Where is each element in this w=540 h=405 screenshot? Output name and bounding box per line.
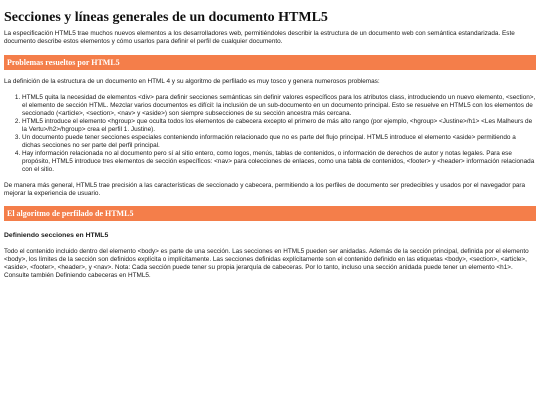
- section-heading-problems: Problemas resueltos por HTML5: [4, 55, 536, 70]
- list-item: 3. Un documento puede tener secciones especiales conteniendo información relacionado que no es parte del flujo principal. HTML5 introduce el elemento <aside> permitiendo a dichas secciones no ser parte del perfil principal.: [22, 134, 536, 150]
- page-title: Secciones y líneas generales de un documento HTML5: [4, 10, 328, 25]
- list-item: 2. HTML5 introduce el elemento <hgroup> que oculta todos los elementos de cabecera excepto el primero de más alto rango (por ejemplo, <hgroup> <Justine>/h1> <Les Malheurs de la Vertu>/h2>/hgroup> crea el perfil 1. Justine).: [22, 118, 536, 134]
- list-item: 1. HTML5 quita la necesidad de elementos <div> para definir secciones semánticas sin definir valores específicos para los atributos class, introduciendo un nuevo elemento, <section>, el elemento de sección HTML. Mezclar varios documentos es difícil: la inclusión de un sub-documento en un documento principal. Esto se resuelve en HTML5 con los elementos de seccionado (<article>, <section>, <nav> y <aside>) son siempre subsecciones de su sección ancestra más cercana.: [22, 94, 536, 118]
- subheading-defining-sections: Definiendo secciones en HTML5: [4, 232, 109, 239]
- intro-paragraph: La especificación HTML5 trae muchos nuevos elementos a los desarrolladores web, permitiéndoles describir la estructura de un documento web con semántica estandarizada. Este documento describe estos elementos y cómo usarlos para definir el perfil de cualquier documento.: [4, 30, 515, 45]
- problems-list: [4, 94, 536, 174]
- problems-lead-paragraph: La definición de la estructura de un documento en HTML 4 y su algoritmo de perfilado es muy tosco y genera numerosos problemas:: [4, 78, 380, 85]
- problems-closing-paragraph: De manera más general, HTML5 trae precisión a las características de seccionado y cabecera, permitiendo a los perfiles de documento ser predecibles y usados por el navegador para mejorar la experiencia de usuario.: [4, 182, 526, 197]
- list-item: 4. Hay información relacionada no al documento pero sí al sitio entero, como logos, menús, tablas de contenidos, o información de derechos de autor y notas legales. Para ese propósito, HTML5 introduce tres elementos de sección específicos: <nav> para colecciones de enlaces, como una tabla de contenidos, <footer> y <header> información relacionada con el sitio.: [22, 150, 536, 174]
- algorithm-body-paragraph: Todo el contenido incluido dentro del elemento <body> es parte de una sección. Las secciones en HTML5 pueden ser anidadas. Además de la sección principal, definida por el elemento <body>, los límites de la sección son definidos explícita o implícitamente. Las secciones definidas explícitamente son el contenido definido en las etiquetas <body>, <section>, <article>, <aside>, <footer>, <header>, y <nav>. Nota: Cada sección puede tener su propia jerarquía de cabeceras. Por lo tanto, incluso una sección anidada puede tener un elemento <h1>. Consulte también Definiendo cabeceras en HTML5.: [4, 248, 529, 279]
- section-heading-algorithm: El algoritmo de perfilado de HTML5: [4, 206, 536, 221]
